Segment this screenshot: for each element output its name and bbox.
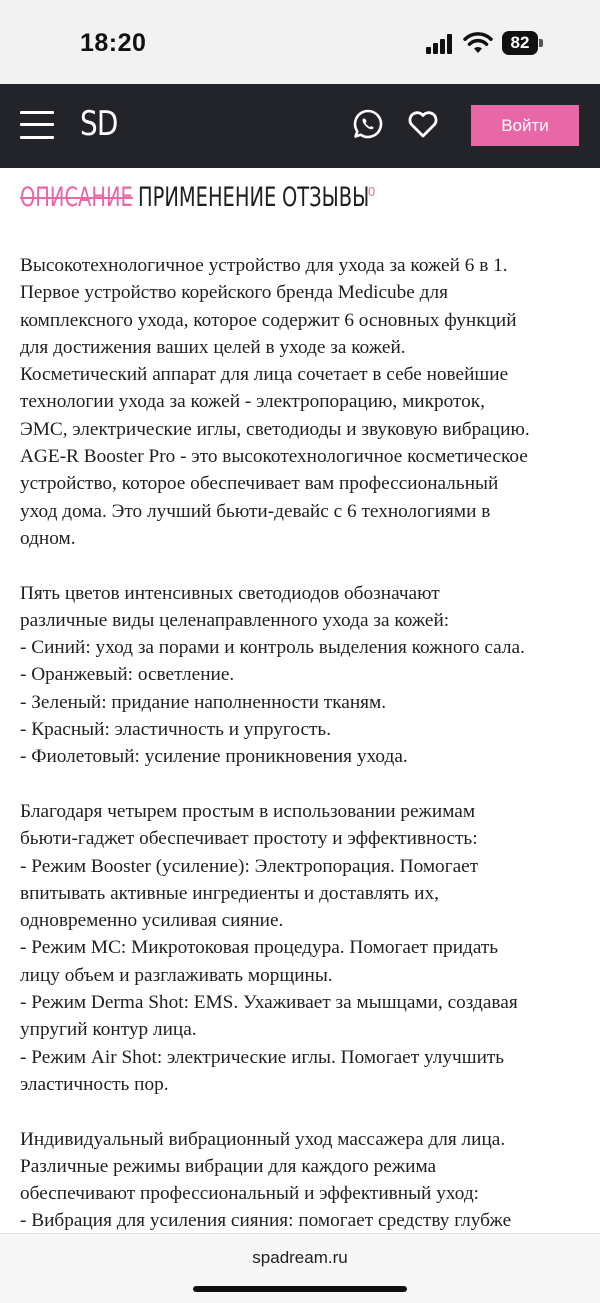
description-line: различные виды целенаправленного ухода за кожей:	[20, 609, 450, 631]
description-line: бьюти-гаджет обеспечивает простоту и эффективность:	[20, 828, 478, 850]
description-line: обеспечивают профессиональный и эффективный уход:	[20, 1183, 479, 1205]
login-button[interactable]: Войти	[471, 105, 579, 146]
site-logo[interactable]: SD	[80, 104, 118, 144]
description-line: Косметический аппарат для лица сочетает в себе новейшие	[20, 364, 509, 386]
whatsapp-icon[interactable]	[352, 108, 384, 140]
description-line: - Зеленый: придание наполненности тканям.	[20, 691, 387, 713]
description-line: Благодаря четырем простым в использовании режимам	[20, 800, 476, 822]
description-line: - Оранжевый: осветление.	[20, 664, 235, 686]
description-line: - Режим MC: Микротоковая процедура. Помогает придать	[20, 937, 499, 959]
heart-icon[interactable]	[407, 109, 439, 139]
description-line: Высокотехнологичное устройство для ухода за кожей 6 в 1.	[20, 255, 508, 276]
description-line: - Режим Booster (усиление): Электропорация. Помогает	[20, 855, 479, 877]
description-line: Различные режимы вибрации для каждого режима	[20, 1155, 437, 1177]
cellular-signal-icon	[426, 34, 454, 54]
description-line: технологии ухода за кожей - электропорацию, микроток,	[20, 391, 485, 413]
description-line: для достижения ваших целей в уходе за кожей.	[20, 336, 406, 358]
description-line: Первое устройство корейского бренда Medicube для	[20, 282, 448, 304]
description-line: AGE-R Booster Pro - это высокотехнологичное косметическое	[20, 446, 528, 468]
wifi-icon	[462, 31, 494, 55]
description-line: - Режим Derma Shot: EMS. Ухаживает за мышцами, создавая	[20, 992, 518, 1014]
home-indicator[interactable]	[193, 1286, 407, 1292]
paragraph-gap	[20, 771, 585, 798]
reviews-count-badge: 0	[368, 184, 376, 199]
description-line: устройство, которое обеспечивает вам профессиональный	[20, 473, 499, 495]
description-line: впитывать активные ингредиенты и доставлять их,	[20, 882, 439, 904]
description-line: - Фиолетовый: усиление проникновения ухода.	[20, 746, 408, 768]
description-line: эластичность пор.	[20, 1073, 169, 1095]
description-line: - Красный: эластичность и упругость.	[20, 719, 332, 741]
description-line: комплексного ухода, которое содержит 6 основных функций	[20, 309, 517, 331]
tab-usage[interactable]: ПРИМЕНЕНИЕ	[138, 182, 277, 213]
battery-icon	[502, 31, 542, 55]
site-header	[0, 84, 600, 168]
description-line: уход дома. Это лучший бьюти-девайс с 6 технологиями в	[20, 500, 491, 522]
description-line: - Режим Air Shot: электрические иглы. Помогает улучшить	[20, 1046, 505, 1068]
product-description	[20, 252, 585, 1235]
tab-description[interactable]: ОПИСАНИЕ	[20, 182, 133, 213]
description-line: - Вибрация для усиления сияния: помогает средству глубже	[20, 1210, 512, 1232]
description-line: Индивидуальный вибрационный уход массажера для лица.	[20, 1128, 506, 1150]
description-line: лицу объем и разглаживать морщины.	[20, 964, 333, 986]
paragraph-gap	[20, 1098, 585, 1125]
menu-icon[interactable]	[20, 111, 54, 139]
description-line: одном.	[20, 527, 76, 549]
description-line: упругий контур лица.	[20, 1019, 197, 1041]
paragraph-gap	[20, 552, 585, 579]
description-line: Пять цветов интенсивных светодиодов обозначают	[20, 582, 440, 604]
url-text[interactable]: spadream.ru	[252, 1248, 348, 1267]
description-line: одновременно усиливая сияние.	[20, 910, 284, 932]
tab-reviews[interactable]: ОТЗЫВЫ	[282, 182, 370, 213]
description-line: - Синий: уход за порами и контроль выделения кожного сала.	[20, 637, 525, 659]
status-bar	[0, 0, 600, 84]
status-time: 18:20	[80, 29, 147, 57]
battery-level: 82	[502, 31, 538, 55]
description-line: ЭМС, электрические иглы, светодиоды и звуковую вибрацию.	[20, 418, 530, 440]
browser-url-bar[interactable]	[0, 1233, 600, 1303]
